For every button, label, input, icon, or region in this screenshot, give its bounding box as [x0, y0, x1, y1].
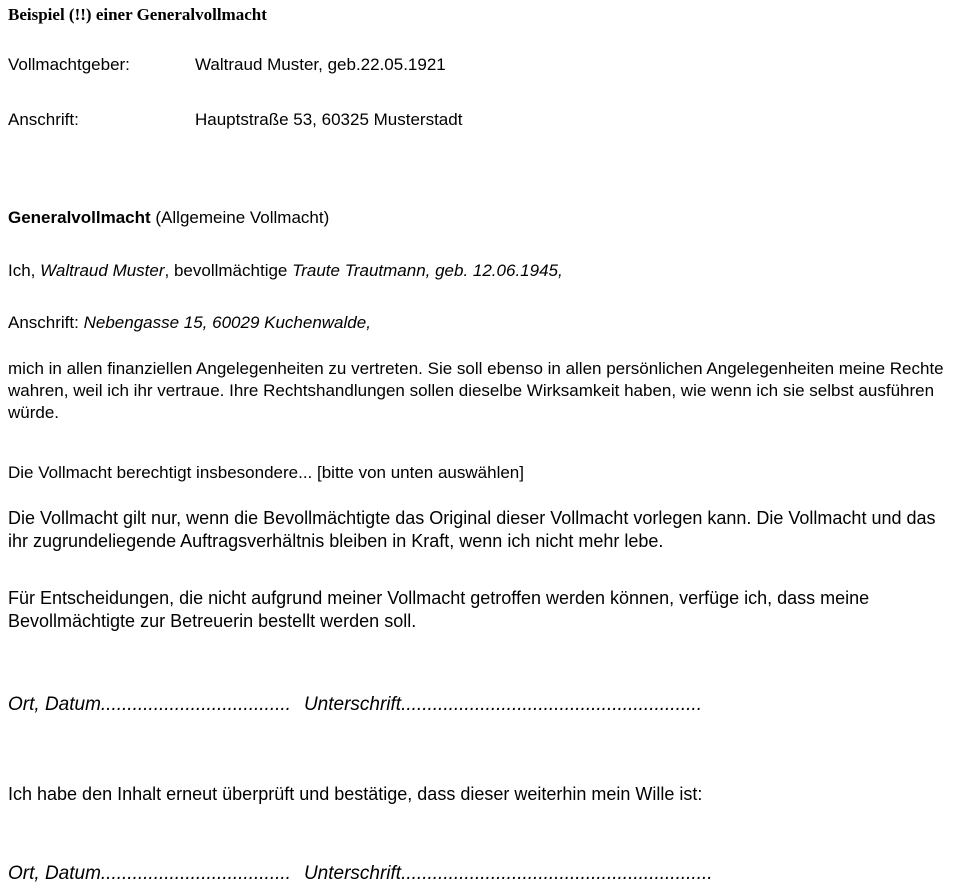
scope-paragraph: mich in allen finanziellen Angelegenheiten zu vertreten. Sie soll ebenso in allen persönlichen Angelegenheiten meine Rechte wahren, weil ich ihr vertraue. Ihre Rechtshandlungen sollen dieselbe Wirksamkeit haben, wie wenn ich sie selbst ausführen würde.: [8, 359, 944, 422]
signature-row-2: [8, 862, 954, 886]
generalvollmacht-heading-rest: (Allgemeine Vollmacht): [150, 208, 330, 227]
principal-address-label: Anschrift:: [8, 110, 79, 129]
agent-address-label: Anschrift:: [8, 313, 84, 332]
document-title: Beispiel (!!) einer Generalvollmacht: [8, 5, 267, 24]
powers-selection-paragraph: Die Vollmacht berechtigt insbesondere... [bitte von unten auswählen]: [8, 463, 524, 482]
generalvollmacht-heading: [8, 207, 954, 229]
unterschrift-line-2: Unterschrift...........................................................: [303, 863, 713, 884]
signature-row-1: [8, 693, 954, 717]
agent-address-value: Nebengasse 15, 60029 Kuchenwalde,: [83, 313, 371, 332]
principal-value: Waltraud Muster, geb.22.05.1921: [195, 55, 446, 74]
betreuung-paragraph: Für Entscheidungen, die nicht aufgrund meiner Vollmacht getroffen werden können, verfüge ich, dass meine Bevollmächtigte zur Betreuerin bestellt werden soll.: [8, 588, 870, 631]
principal-address-row: [8, 109, 954, 131]
grant-segment-normal-2: , bevollmächtige: [164, 261, 293, 280]
ort-datum-line-2: Ort, Datum....................................: [8, 863, 291, 884]
grant-segment-principal-name: Waltraud Muster: [40, 261, 165, 280]
unterschrift-line-1: Unterschrift.........................................................: [303, 694, 702, 715]
grant-sentence: [8, 260, 954, 282]
ort-datum-line-1: Ort, Datum....................................: [8, 694, 291, 715]
principal-address-value: Hauptstraße 53, 60325 Musterstadt: [195, 110, 463, 129]
agent-address-sentence: [8, 312, 954, 334]
grant-segment-agent-name: Traute Trautmann, geb. 12.06.1945,: [292, 261, 563, 280]
principal-row: [8, 54, 954, 76]
principal-label: Vollmachtgeber:: [8, 55, 130, 74]
original-required-paragraph: Die Vollmacht gilt nur, wenn die Bevollmächtigte das Original dieser Vollmacht vorlegen kann. Die Vollmacht und das ihr zugrundeliegende Auftragsverhältnis bleiben in Kraft, wenn ich nicht mehr lebe.: [8, 508, 936, 551]
confirmation-text: Ich habe den Inhalt erneut überprüft und bestätige, dass dieser weiterhin mein Wille ist:: [8, 784, 703, 804]
grant-segment-normal-1: Ich,: [8, 261, 41, 280]
generalvollmacht-heading-bold: Generalvollmacht: [8, 208, 151, 227]
